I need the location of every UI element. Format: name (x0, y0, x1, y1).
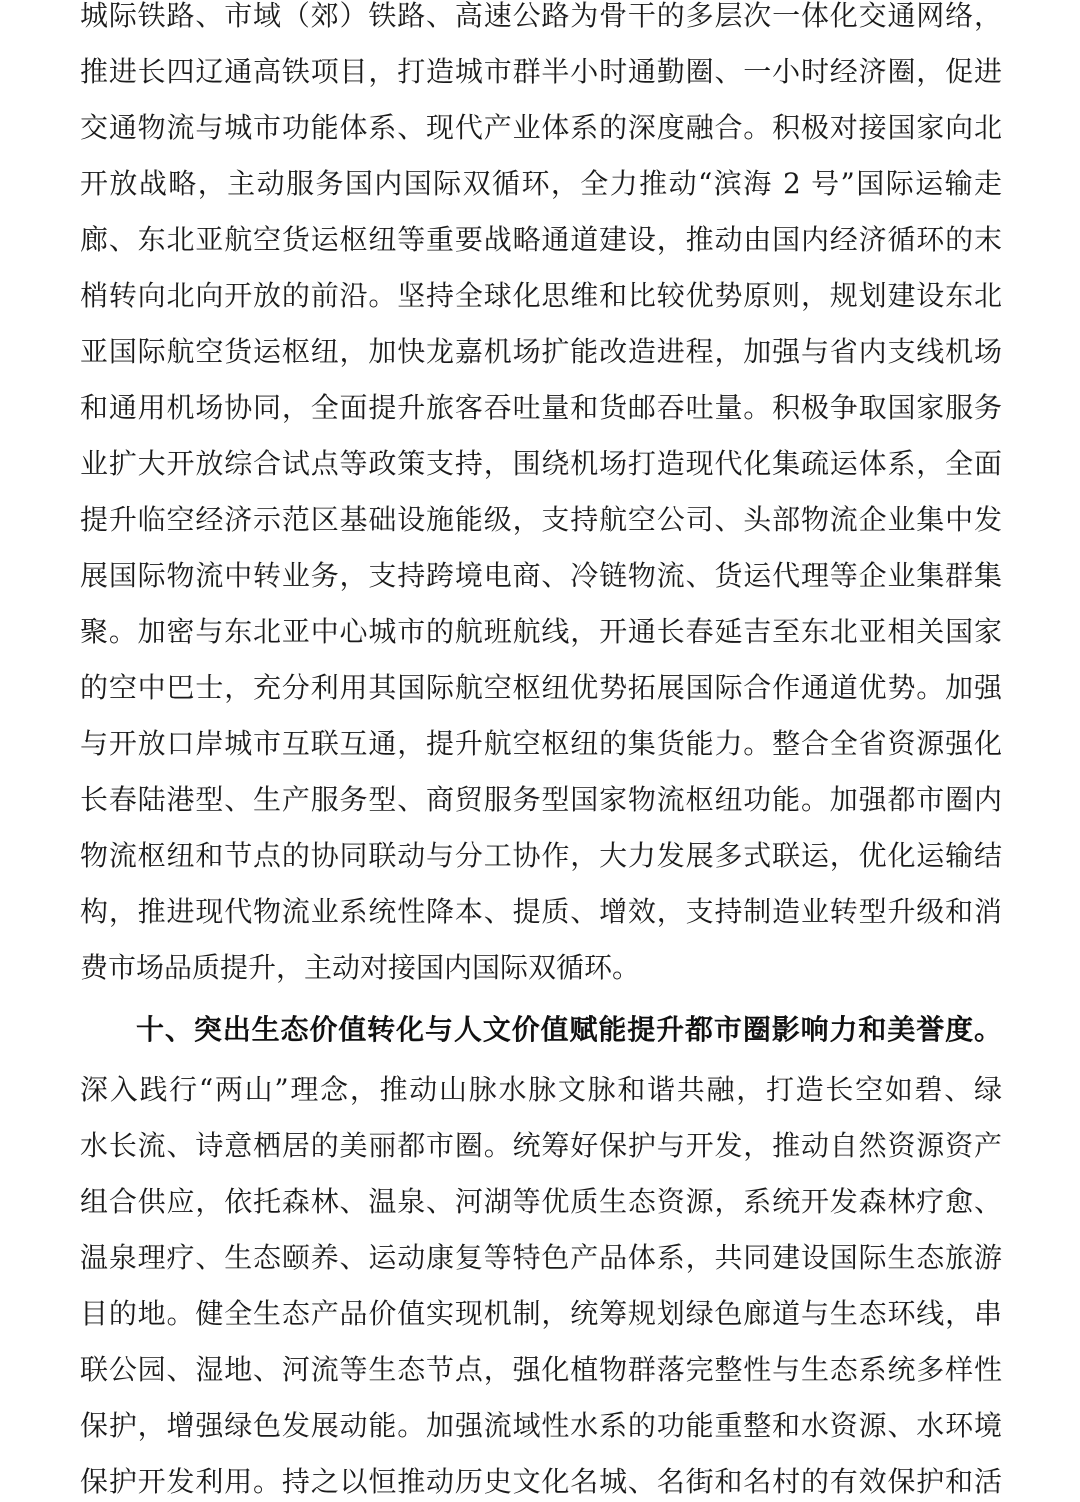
paragraph-1-line: 长春陆港型、生产服务型、商贸服务型国家物流枢纽功能。加强都市圈内 (80, 783, 1002, 816)
paragraph-2-line: 保护开发利用。持之以恒推动历史文化名城、名街和名村的有效保护和活 (80, 1465, 1002, 1498)
paragraph-1-line: 提升临空经济示范区基础设施能级，支持航空公司、头部物流企业集中发 (80, 503, 1002, 536)
section-heading: 十、突出生态价值转化与人文价值赋能提升都市圈影响力和美誉度。 (136, 1013, 1002, 1046)
paragraph-1-line: 推进长四辽通高铁项目，打造城市群半小时通勤圈、一小时经济圈，促进 (80, 55, 1002, 88)
paragraph-1-line: 聚。加密与东北亚中心城市的航班航线，开通长春延吉至东北亚相关国家 (80, 615, 1002, 648)
paragraph-1-line: 亚国际航空货运枢纽，加快龙嘉机场扩能改造进程，加强与省内支线机场 (80, 335, 1002, 368)
paragraph-1-line: 城际铁路、市域（郊）铁路、高速公路为骨干的多层次一体化交通网络， (80, 0, 1002, 32)
paragraph-1-line: 梢转向北向开放的前沿。坚持全球化思维和比较优势原则，规划建设东北 (80, 279, 1002, 312)
paragraph-1-line: 物流枢纽和节点的协同联动与分工协作，大力发展多式联运，优化运输结 (80, 839, 1002, 872)
paragraph-1-line: 的空中巴士，充分利用其国际航空枢纽优势拓展国际合作通道优势。加强 (80, 671, 1002, 704)
paragraph-2-line: 保护，增强绿色发展动能。加强流域性水系的功能重整和水资源、水环境 (80, 1409, 1002, 1442)
paragraph-1-line: 展国际物流中转业务，支持跨境电商、冷链物流、货运代理等企业集群集 (80, 559, 1002, 592)
paragraph-2-line: 水长流、诗意栖居的美丽都市圈。统筹好保护与开发，推动自然资源资产 (80, 1129, 1002, 1162)
paragraph-2-line: 温泉理疗、生态颐养、运动康复等特色产品体系，共同建设国际生态旅游 (80, 1241, 1002, 1274)
paragraph-1-line: 构，推进现代物流业系统性降本、提质、增效，支持制造业转型升级和消 (80, 895, 1002, 928)
paragraph-1-line: 与开放口岸城市互联互通，提升航空枢纽的集货能力。整合全省资源强化 (80, 727, 1002, 760)
paragraph-2-line: 联公园、湿地、河流等生态节点，强化植物群落完整性与生态系统多样性 (80, 1353, 1002, 1386)
paragraph-2-line: 组合供应，依托森林、温泉、河湖等优质生态资源，系统开发森林疗愈、 (80, 1185, 1002, 1218)
paragraph-1-line: 开放战略，主动服务国内国际双循环，全力推动“滨海 2 号”国际运输走 (80, 167, 1002, 200)
paragraph-1-line: 费市场品质提升，主动对接国内国际双循环。 (80, 951, 641, 984)
paragraph-1-line: 和通用机场协同，全面提升旅客吞吐量和货邮吞吐量。积极争取国家服务 (80, 391, 1002, 424)
paragraph-1-line: 交通物流与城市功能体系、现代产业体系的深度融合。积极对接国家向北 (80, 111, 1002, 144)
paragraph-1-line: 业扩大开放综合试点等政策支持，围绕机场打造现代化集疏运体系，全面 (80, 447, 1002, 480)
paragraph-2-line: 目的地。健全生态产品价值实现机制，统筹规划绿色廊道与生态环线，串 (80, 1297, 1002, 1330)
paragraph-2-line: 深入践行“两山”理念，推动山脉水脉文脉和谐共融，打造长空如碧、绿 (80, 1073, 1002, 1106)
paragraph-1-line: 廊、东北亚航空货运枢纽等重要战略通道建设，推动由国内经济循环的末 (80, 223, 1002, 256)
